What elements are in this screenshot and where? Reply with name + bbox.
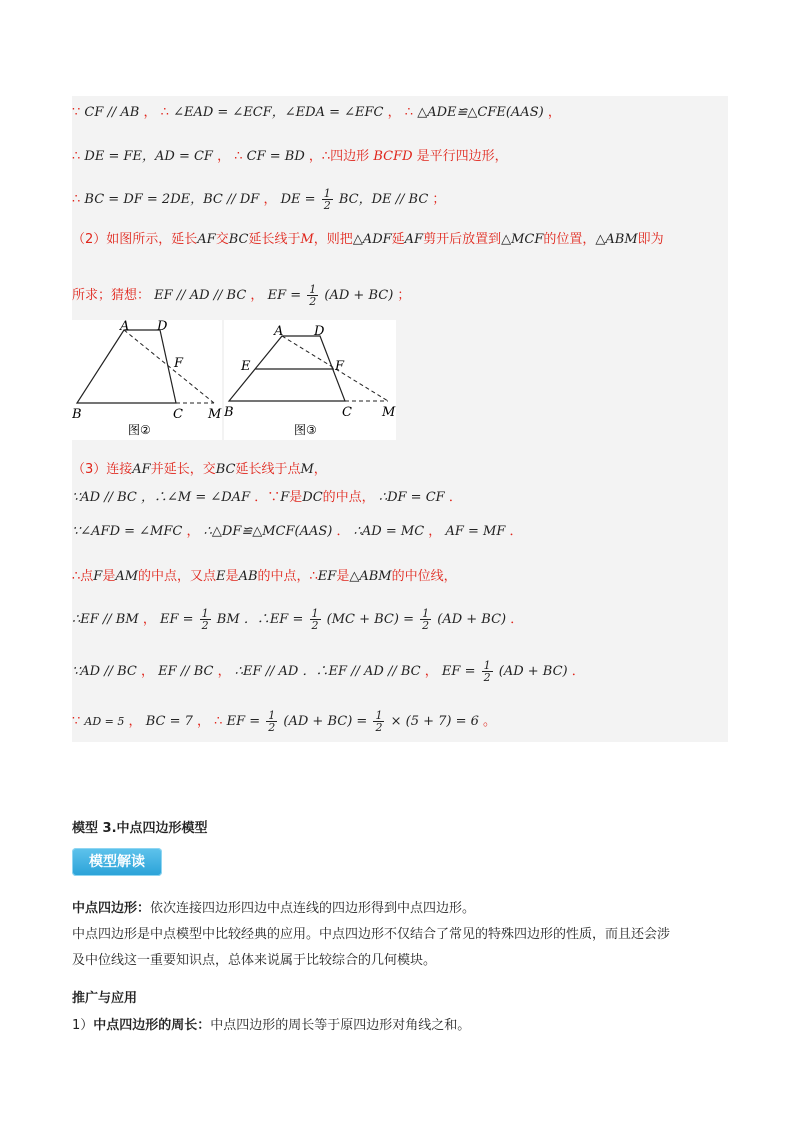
therefore-symbol: ∴: [160, 105, 169, 120]
definition-label: 中点四边形：: [72, 901, 151, 916]
punct: ．: [448, 490, 462, 505]
math-expr: △ADF: [352, 232, 392, 247]
numerator: 1: [311, 607, 319, 620]
label-c: C: [342, 405, 352, 420]
math-expr: (AD + BC): [498, 664, 568, 679]
punct: ，: [424, 664, 438, 679]
punct: ，: [197, 714, 211, 729]
paragraph-line: 中点四边形是中点模型中比较经典的应用。中点四边形不仅结合了常见的特殊四边形的性质，而且还会涉: [72, 927, 671, 942]
fraction: [307, 284, 318, 307]
therefore-symbol: ∴: [404, 105, 414, 120]
text: 的中点，∴: [257, 569, 318, 584]
label-f: F: [174, 356, 184, 371]
numerator: 1: [201, 607, 209, 620]
math-expr: △MCF: [501, 232, 544, 247]
fraction: [310, 608, 321, 631]
math-expr: (MC + BC) =: [326, 612, 414, 627]
section-heading: 模型 3.中点四边形模型: [72, 821, 208, 836]
list-text: 中点四边形的周长等于原四边形对角线之和。: [210, 1018, 471, 1033]
math-expr: EF =: [267, 288, 302, 303]
math-expr: DE =: [280, 192, 316, 207]
figure-3: [224, 320, 396, 440]
label-a: A: [120, 320, 130, 334]
punct: ，: [387, 105, 401, 120]
solution-line-3: [72, 188, 728, 211]
math-expr: EF // BC: [158, 664, 214, 679]
denominator: 2: [422, 619, 430, 632]
math-expr: AF: [132, 462, 151, 477]
figure-caption: 图③: [294, 423, 317, 437]
therefore-symbol: ∴: [72, 149, 81, 164]
solution-line-12: [72, 710, 728, 733]
solution-line-5: [72, 284, 728, 307]
math-expr: BC = DF = 2DE，BC // DF: [84, 192, 260, 207]
punct: ，: [250, 288, 264, 303]
punct: ．: [509, 524, 523, 539]
denominator: 2: [323, 199, 331, 212]
label-b: B: [224, 405, 234, 420]
math-expr: (AD + BC) =: [283, 714, 368, 729]
punct: 。: [483, 714, 497, 729]
math-expr: ∴EF // AD: [234, 664, 299, 679]
math-expr: ，∴∠M = ∠DAF: [141, 490, 251, 505]
punct: ，: [128, 714, 142, 729]
denominator: 2: [375, 721, 383, 734]
numerator: 1: [268, 709, 276, 722]
therefore-symbol: ∴: [234, 149, 243, 164]
solution-line-10: [72, 608, 728, 631]
text: ，则把: [313, 232, 353, 247]
label-e: E: [241, 359, 251, 374]
math-expr: ．∴EF // AD // BC: [302, 664, 421, 679]
math-expr: AF: [197, 232, 216, 247]
math-expr: BM: [216, 612, 240, 627]
math-expr: EF // AD // BC: [154, 288, 247, 303]
solution-line-8: [72, 523, 728, 541]
text: 延长线于点: [235, 462, 301, 477]
math-expr: △ADE≌△CFE(AAS): [417, 105, 544, 120]
label-d: D: [157, 320, 168, 334]
text: （2）如图所示，延长: [72, 232, 198, 247]
math-expr: EF: [317, 569, 337, 584]
math-expr: AD = 5: [84, 715, 125, 728]
math-expr: EF =: [226, 714, 261, 729]
math-expr: CF // AB: [84, 105, 140, 120]
math-expr: ∴△DF≌△MCF(AAS): [203, 524, 333, 539]
punct: ；: [397, 288, 411, 303]
math-expr: (AD + BC): [437, 612, 507, 627]
sub-heading: 推广与应用: [72, 991, 138, 1006]
text: 是平行四边形，: [416, 149, 508, 164]
text: 延长线于: [248, 232, 301, 247]
because-symbol: ∵: [72, 714, 81, 729]
text: ∴点: [72, 569, 94, 584]
therefore-symbol: ∴: [214, 714, 223, 729]
solution-line-7: [72, 489, 728, 507]
denominator: 2: [268, 721, 276, 734]
text: ，: [313, 462, 327, 477]
punct: ．: [571, 664, 585, 679]
math-expr: ∵AD // BC: [72, 664, 137, 679]
math-expr: BC = 7: [145, 714, 193, 729]
math-expr: E: [216, 569, 226, 584]
text: 的中点，又点: [138, 569, 217, 584]
punct: ，: [141, 664, 155, 679]
math-expr: (AD + BC): [324, 288, 394, 303]
solution-line-1: [72, 104, 728, 122]
punct: ，: [428, 524, 442, 539]
label-a: A: [274, 324, 284, 339]
math-expr: BC: [215, 462, 236, 477]
text: 是: [336, 569, 350, 584]
punct: ，: [143, 105, 157, 120]
list-number: 1）: [72, 1018, 94, 1033]
therefore-symbol: ∴: [72, 192, 81, 207]
math-expr: ∴AD = MC: [353, 524, 425, 539]
text: 交: [215, 232, 229, 247]
math-expr: △ABM: [595, 232, 638, 247]
math-expr: BC，DE // BC: [338, 192, 429, 207]
math-expr: CF = BD: [246, 149, 305, 164]
text: 并延长，交: [150, 462, 216, 477]
punct: ．: [510, 612, 524, 627]
math-expr: EF =: [159, 612, 194, 627]
text: 是: [102, 569, 116, 584]
text: 的中点，: [322, 490, 375, 505]
label-b: B: [72, 407, 82, 422]
denominator: 2: [309, 295, 317, 308]
fraction: [266, 710, 277, 733]
text: （3）连接: [72, 462, 133, 477]
punct: ，: [142, 612, 156, 627]
list-label: 中点四边形的周长：: [93, 1018, 211, 1033]
math-expr: DE = FE，AD = CF: [84, 149, 213, 164]
math-expr: F: [280, 490, 290, 505]
label-m: M: [382, 405, 396, 420]
text: 是: [225, 569, 239, 584]
denominator: 2: [311, 619, 319, 632]
solution-line-9: [72, 568, 728, 586]
punct: ．: [336, 524, 350, 539]
text: ，∴四边形: [308, 149, 370, 164]
solution-line-11: [72, 660, 728, 683]
paragraph-line: 及中位线这一重要知识点，总体来说属于比较综合的几何模块。: [72, 953, 437, 968]
text: 的位置，: [543, 232, 596, 247]
solution-line-4: [72, 231, 728, 249]
text: 即为: [637, 232, 664, 247]
label-c: C: [173, 407, 183, 422]
math-expr: F: [93, 569, 103, 584]
math-expr: × (5 + 7) = 6: [390, 714, 479, 729]
trapezoid: [77, 330, 176, 403]
label-d: D: [314, 324, 325, 339]
label-f: F: [335, 359, 345, 374]
numerator: 1: [375, 709, 383, 722]
solution-line-2: [72, 148, 728, 166]
punct: ，: [186, 524, 200, 539]
because-symbol: ．∵: [254, 490, 281, 505]
math-expr: ∵∠AFD = ∠MFC: [72, 524, 183, 539]
numerator: 1: [323, 187, 331, 200]
punct: ，: [217, 149, 231, 164]
math-expr: EF =: [441, 664, 476, 679]
math-expr: M: [300, 232, 314, 247]
label-m: M: [208, 407, 222, 422]
numerator: 1: [309, 283, 317, 296]
math-expr: ∴DF = CF: [378, 490, 445, 505]
denominator: 2: [201, 619, 209, 632]
text: 剪开后放置到: [423, 232, 502, 247]
list-item: [72, 1013, 732, 1039]
fraction: [373, 710, 384, 733]
fraction: [482, 660, 493, 683]
figure-2: [72, 320, 222, 440]
fraction: [200, 608, 211, 631]
model-badge: 模型解读: [72, 848, 162, 876]
math-expr: BC: [228, 232, 249, 247]
numerator: 1: [483, 659, 491, 672]
punct: ，: [263, 192, 277, 207]
math-expr: BCFD: [373, 149, 413, 164]
dashed-line-am: [124, 330, 214, 403]
text: 延: [391, 232, 405, 247]
figure-caption: 图②: [128, 423, 151, 437]
math-expr: AF = MF: [445, 524, 506, 539]
math-expr: AB: [238, 569, 258, 584]
math-expr: AF: [404, 232, 424, 247]
math-expr: ∴EF // BM: [72, 612, 139, 627]
punct: ；: [432, 192, 446, 207]
numerator: 1: [422, 607, 430, 620]
math-expr: M: [300, 462, 314, 477]
math-expr: ∠EAD = ∠ECF，∠EDA = ∠EFC: [173, 105, 384, 120]
text: 所求；猜想：: [72, 288, 151, 303]
definition-paragraph: [72, 896, 732, 922]
math-expr: AM: [115, 569, 139, 584]
fraction: [322, 188, 333, 211]
denominator: 2: [483, 671, 491, 684]
math-expr: ∵AD // BC: [72, 490, 137, 505]
fraction: [420, 608, 431, 631]
because-symbol: ∵: [72, 105, 81, 120]
math-expr: DC: [302, 490, 323, 505]
definition-text: 依次连接四边形四边中点连线的四边形得到中点四边形。: [150, 901, 476, 916]
math-expr: ．∴EF =: [243, 612, 304, 627]
text: 的中位线，: [391, 569, 457, 584]
math-expr: △ABM: [349, 569, 392, 584]
punct: ，: [217, 664, 231, 679]
solution-line-6: [72, 461, 728, 479]
text: 是: [289, 490, 303, 505]
punct: ，: [547, 105, 561, 120]
